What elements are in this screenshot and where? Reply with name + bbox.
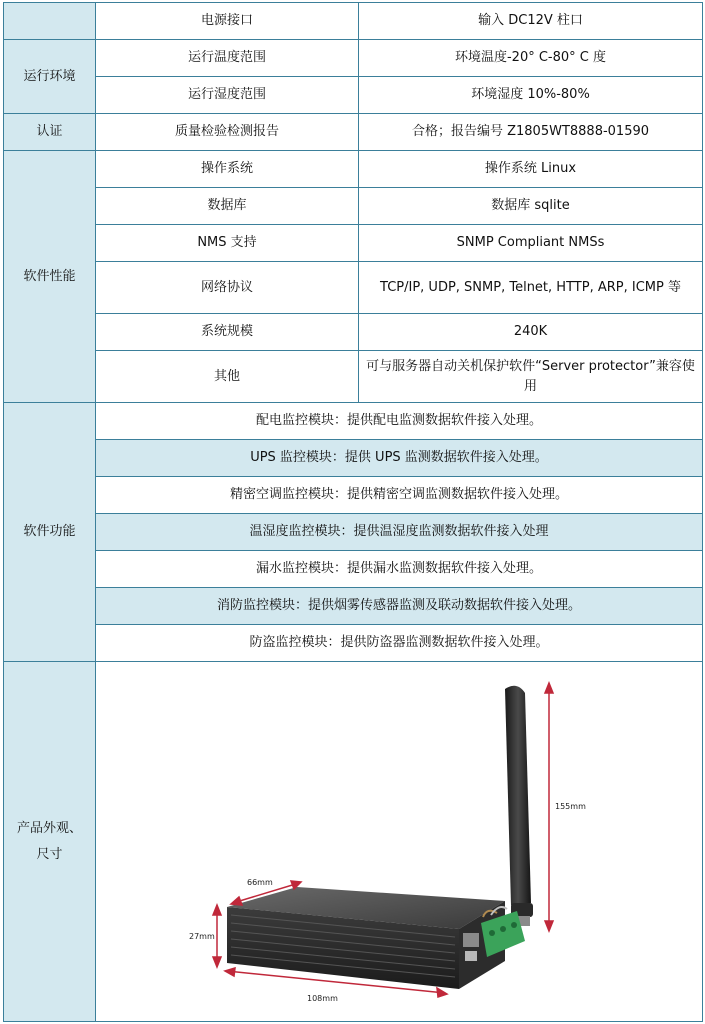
row-temp bbox=[4, 40, 703, 77]
function-item: 消防监控模块：提供烟雾传感器监测及联动数据软件接入处理。 bbox=[96, 588, 703, 625]
dim-width: 108mm bbox=[307, 993, 338, 1003]
key-humidity: 运行湿度范围 bbox=[96, 77, 359, 114]
key-nms: NMS 支持 bbox=[96, 225, 359, 262]
category-env: 运行环境 bbox=[4, 40, 96, 114]
row-cert bbox=[4, 114, 703, 151]
category-appearance-line1: 产品外观、 bbox=[16, 820, 82, 836]
key-db: 数据库 bbox=[96, 188, 359, 225]
dim-antenna-height: 155mm bbox=[555, 801, 586, 811]
key-cert: 质量检验检测报告 bbox=[96, 114, 359, 151]
device-illustration bbox=[187, 671, 611, 1013]
key-scale: 系统规模 bbox=[96, 314, 359, 351]
row-other bbox=[4, 351, 703, 403]
function-item: 精密空调监控模块：提供精密空调监测数据软件接入处理。 bbox=[96, 477, 703, 514]
category-functions: 软件功能 bbox=[4, 403, 96, 662]
key-protocol: 网络协议 bbox=[96, 262, 359, 314]
category-software: 软件性能 bbox=[4, 151, 96, 403]
value-cert: 合格；报告编号 Z1805WT8888-01590 bbox=[359, 114, 703, 151]
row-protocol bbox=[4, 262, 703, 314]
row-function-7 bbox=[4, 625, 703, 662]
row-power bbox=[4, 3, 703, 40]
value-nms: SNMP Compliant NMSs bbox=[359, 225, 703, 262]
function-item: 防盗监控模块：提供防盗器监测数据软件接入处理。 bbox=[96, 625, 703, 662]
function-item: 漏水监控模块：提供漏水监测数据软件接入处理。 bbox=[96, 551, 703, 588]
spec-table bbox=[3, 2, 703, 1022]
function-item: 配电监控模块：提供配电监测数据软件接入处理。 bbox=[96, 403, 703, 440]
row-os bbox=[4, 151, 703, 188]
product-photo-cell bbox=[96, 662, 703, 1022]
value-temp: 环境温度-20° C-80° C 度 bbox=[359, 40, 703, 77]
row-function-4 bbox=[4, 514, 703, 551]
value-power: 输入 DC12V 柱口 bbox=[359, 3, 703, 40]
row-db bbox=[4, 188, 703, 225]
product-photo bbox=[187, 671, 611, 1013]
category-appearance-line2: 尺寸 bbox=[36, 846, 63, 862]
key-os: 操作系统 bbox=[96, 151, 359, 188]
function-item: 温湿度监控模块：提供温湿度监测数据软件接入处理 bbox=[96, 514, 703, 551]
category-blank bbox=[4, 3, 96, 40]
row-function-6 bbox=[4, 588, 703, 625]
dim-body-height: 27mm bbox=[189, 931, 215, 941]
row-function-2 bbox=[4, 440, 703, 477]
value-humidity: 环境湿度 10%-80% bbox=[359, 77, 703, 114]
dim-depth: 66mm bbox=[247, 877, 273, 887]
key-temp: 运行温度范围 bbox=[96, 40, 359, 77]
key-other: 其他 bbox=[96, 351, 359, 403]
category-appearance bbox=[4, 662, 96, 1022]
function-item: UPS 监控模块：提供 UPS 监测数据软件接入处理。 bbox=[96, 440, 703, 477]
value-os: 操作系统 Linux bbox=[359, 151, 703, 188]
row-function-3 bbox=[4, 477, 703, 514]
row-function-5 bbox=[4, 551, 703, 588]
row-appearance bbox=[4, 662, 703, 1022]
row-humidity bbox=[4, 77, 703, 114]
category-cert: 认证 bbox=[4, 114, 96, 151]
value-db: 数据库 sqlite bbox=[359, 188, 703, 225]
value-other: 可与服务器自动关机保护软件“Server protector”兼容使用 bbox=[359, 351, 703, 403]
row-nms bbox=[4, 225, 703, 262]
row-function-1 bbox=[4, 403, 703, 440]
value-protocol: TCP/IP, UDP, SNMP, Telnet, HTTP, ARP, ICMP 等 bbox=[359, 262, 703, 314]
row-scale bbox=[4, 314, 703, 351]
value-scale: 240K bbox=[359, 314, 703, 351]
key-power: 电源接口 bbox=[96, 3, 359, 40]
